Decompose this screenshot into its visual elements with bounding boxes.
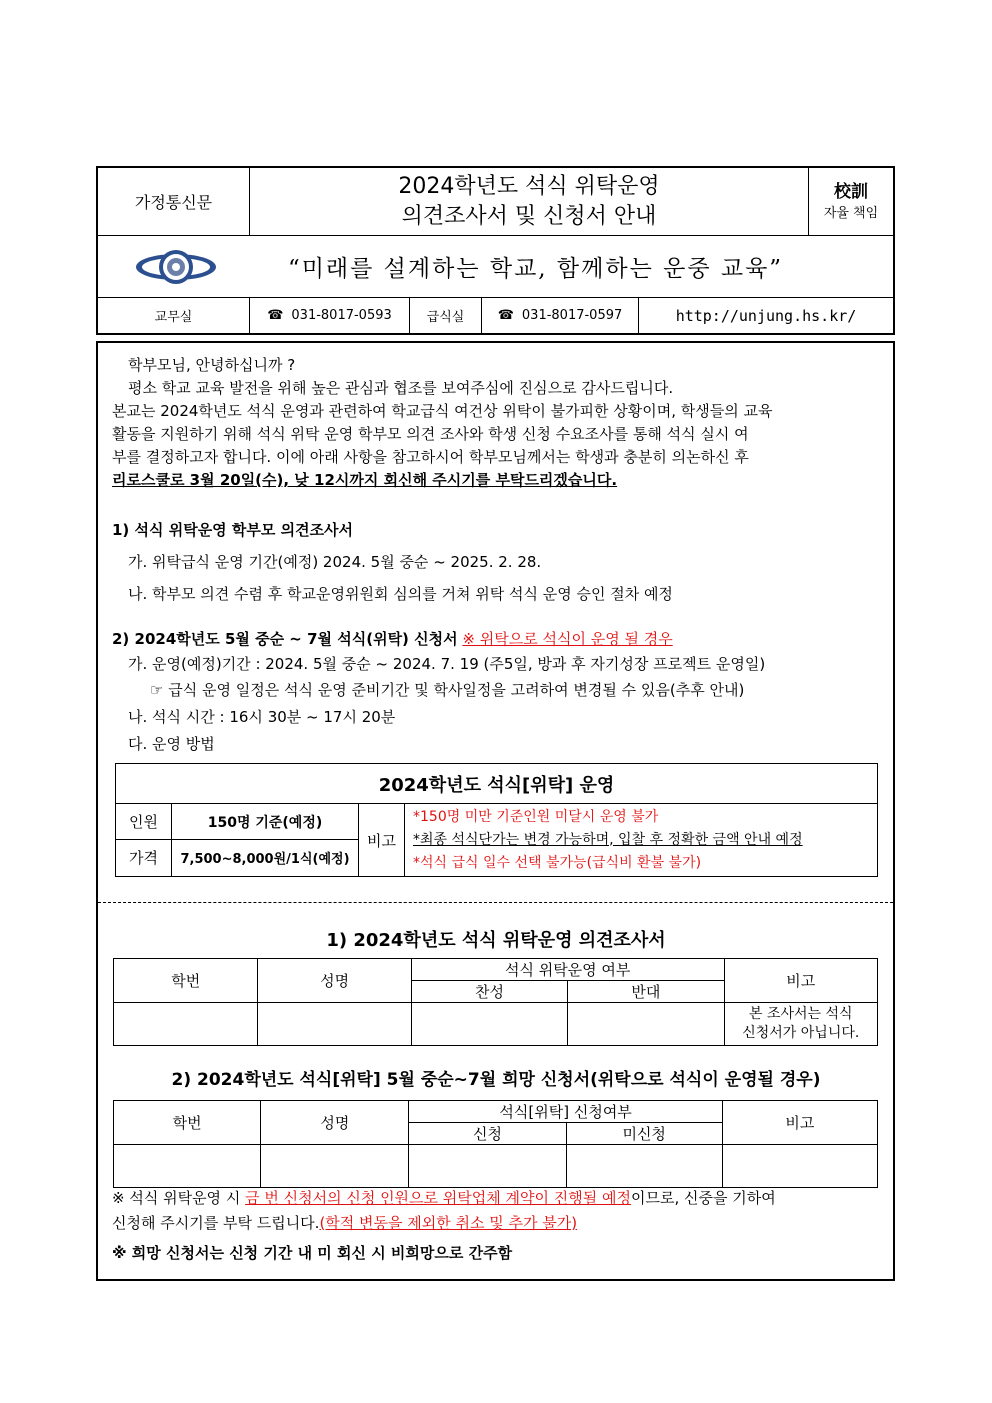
op-notes — [405, 804, 878, 877]
form1-id-field[interactable] — [114, 1003, 258, 1046]
section2-heading-row — [112, 628, 673, 649]
doc-title-line1: 2024학년도 석식 위탁운영 — [398, 173, 660, 199]
form1-col-group: 석식 위탁운영 여부 — [411, 959, 724, 981]
motto-label: 校訓 — [834, 181, 868, 202]
form1-note-line1: 본 조사서는 석식 — [748, 1006, 853, 1022]
doc-title — [250, 168, 809, 236]
intro-line2: 활동을 지원하기 위해 석식 위탁 운영 학부모 의견 조사와 학생 신청 수요조사를 통해 석식 실시 여 — [112, 425, 749, 443]
section2-item-ga-note-row — [150, 679, 744, 700]
application-form-table — [113, 1100, 878, 1188]
school-emblem-icon — [134, 246, 218, 288]
slogan-row — [98, 236, 893, 298]
doc-title-line2: 의견조사서 및 신청서 안내 — [401, 203, 657, 229]
form1-col-id: 학번 — [114, 959, 258, 1003]
section2-heading-note: ※ 위탁으로 석식이 운영 될 경우 — [462, 630, 673, 648]
form1-col-note: 비고 — [724, 959, 877, 1003]
form1-note-line2: 신청서가 아닙니다. — [742, 1025, 860, 1041]
footer-note1-line1 — [112, 1187, 776, 1208]
section2-heading: 2) 2024학년도 5월 중순 ~ 7월 석식(위탁) 신청서 — [112, 630, 458, 648]
form2-col-name: 성명 — [261, 1101, 409, 1145]
phone-icon: ☎ — [497, 308, 514, 323]
operation-table — [115, 763, 878, 877]
footer-note1-a: ※ 석식 위탁운영 시 — [112, 1189, 246, 1207]
school-motto — [809, 168, 893, 236]
section2-item-da: 다. 운영 방법 — [128, 735, 215, 753]
office2-phone[interactable]: 031-8017-0597 — [521, 308, 623, 323]
op-row1-value: 150명 기준(예정) — [172, 804, 359, 839]
footer-note1-red: 금 번 신청서의 신청 인원으로 위탁업체 계약이 진행될 예정 — [245, 1189, 631, 1207]
intro-line1: 본교는 2024학년도 석식 운영과 관련하여 학교급식 여건상 위탁이 불가피한 상황이며, 학생들의 교육 — [112, 402, 773, 420]
motto-text: 자율 책임 — [823, 205, 879, 221]
operation-table-title: 2024학년도 석식[위탁] 운영 — [116, 764, 878, 804]
form1-title: 1) 2024학년도 석식 위탁운영 의견조사서 — [326, 930, 666, 951]
form1-yes-field[interactable] — [411, 1003, 567, 1046]
form1-col-name: 성명 — [258, 959, 411, 1003]
phone-icon: ☎ — [267, 308, 284, 323]
form1-no-field[interactable] — [568, 1003, 724, 1046]
footer-note1-c: 신청해 주시기를 부탁 드립니다. — [112, 1214, 320, 1232]
header-box — [96, 166, 895, 335]
op-row1-label: 인원 — [116, 804, 172, 839]
doc-category: 가정통신문 — [98, 168, 250, 236]
form2-not-field[interactable] — [566, 1145, 722, 1188]
section1-item-ga: 가. 위탁급식 운영 기간(예정) 2024. 5월 중순 ~ 2025. 2. 28. — [128, 553, 542, 571]
op-note1: *150명 미만 기준인원 미달시 운영 불가 — [413, 808, 659, 825]
footer-note1-line2 — [112, 1212, 577, 1233]
footer-note1-b: 이므로, 신중을 기하여 — [631, 1189, 776, 1207]
op-note-label: 비고 — [359, 804, 405, 877]
pointing-hand-icon: ☞ — [150, 681, 164, 699]
section1-item-na: 나. 학부모 의견 수렴 후 학교운영위원회 심의를 거쳐 위탁 석식 운영 승인 절차 예정 — [128, 585, 673, 603]
intro-thanks: 평소 학교 교육 발전을 위해 높은 관심과 협조를 보여주심에 진심으로 감사드립니다. — [128, 379, 674, 397]
intro-greeting: 학부모님, 안녕하십니까 ? — [128, 356, 296, 374]
form2-col-group: 석식[위탁] 신청여부 — [409, 1101, 722, 1123]
office1-label: 교무실 — [98, 298, 250, 333]
form2-name-field[interactable] — [261, 1145, 409, 1188]
form2-apply-field[interactable] — [409, 1145, 566, 1188]
form2-col-apply: 신청 — [409, 1123, 566, 1145]
school-slogan: “미래를 설계하는 학교, 함께하는 운중 교육” — [287, 256, 784, 282]
footer-note1-red2: (학적 변동을 제외한 취소 및 추가 불가) — [319, 1214, 578, 1232]
form2-col-note: 비고 — [722, 1101, 877, 1145]
form1-name-field[interactable] — [258, 1003, 411, 1046]
form2-col-not: 미신청 — [566, 1123, 722, 1145]
form1-col-no: 반대 — [568, 981, 724, 1003]
form2-note-field[interactable] — [722, 1145, 877, 1188]
opinion-form-table — [113, 958, 878, 1046]
form2-col-id: 학번 — [114, 1101, 261, 1145]
office1-phone[interactable]: 031-8017-0593 — [291, 308, 392, 323]
form1-col-yes: 찬성 — [411, 981, 567, 1003]
section2-item-ga: 가. 운영(예정)기간 : 2024. 5월 중순 ~ 2024. 7. 19 (주5일, 방과 후 자기성장 프로젝트 운영일) — [128, 655, 766, 673]
form2-id-field[interactable] — [114, 1145, 261, 1188]
op-note2: *최종 석식단가는 변경 가능하며, 입찰 후 정확한 금액 안내 예정 — [413, 831, 803, 848]
office2-label: 급식실 — [410, 298, 482, 333]
footer-note2: ※ 희망 신청서는 신청 기간 내 미 회신 시 비희망으로 간주함 — [112, 1244, 513, 1262]
op-row2-value: 7,500~8,000원/1식(예정) — [172, 839, 359, 876]
office2-phone-cell — [482, 298, 639, 333]
section2-item-ga-note: 급식 운영 일정은 석식 운영 준비기간 및 학사일정을 고려하여 변경될 수 있음(추후 안내) — [168, 681, 745, 699]
cut-line — [98, 902, 893, 903]
school-url[interactable]: http://unjung.hs.kr/ — [675, 306, 857, 325]
section1-heading: 1) 석식 위탁운영 학부모 의견조사서 — [112, 521, 354, 539]
intro-deadline: 리로스쿨로 3월 20일(수), 낮 12시까지 회신해 주시기를 부탁드리겠습니다. — [112, 471, 618, 489]
op-row2-label: 가격 — [116, 839, 172, 876]
intro-line3: 부를 결정하고자 합니다. 이에 아래 사항을 참고하시어 학부모님께서는 학생과 충분히 의논하신 후 — [112, 448, 749, 466]
form1-note-cell — [724, 1003, 877, 1046]
form2-title: 2) 2024학년도 석식[위탁] 5월 중순~7월 희망 신청서(위탁으로 석식이 운영될 경우) — [171, 1070, 821, 1090]
section2-item-na: 나. 석식 시간 : 16시 30분 ~ 17시 20분 — [128, 708, 396, 726]
office1-phone-cell — [250, 298, 410, 333]
op-note3: *석식 급식 일수 선택 불가능(급식비 환불 불가) — [413, 854, 702, 871]
